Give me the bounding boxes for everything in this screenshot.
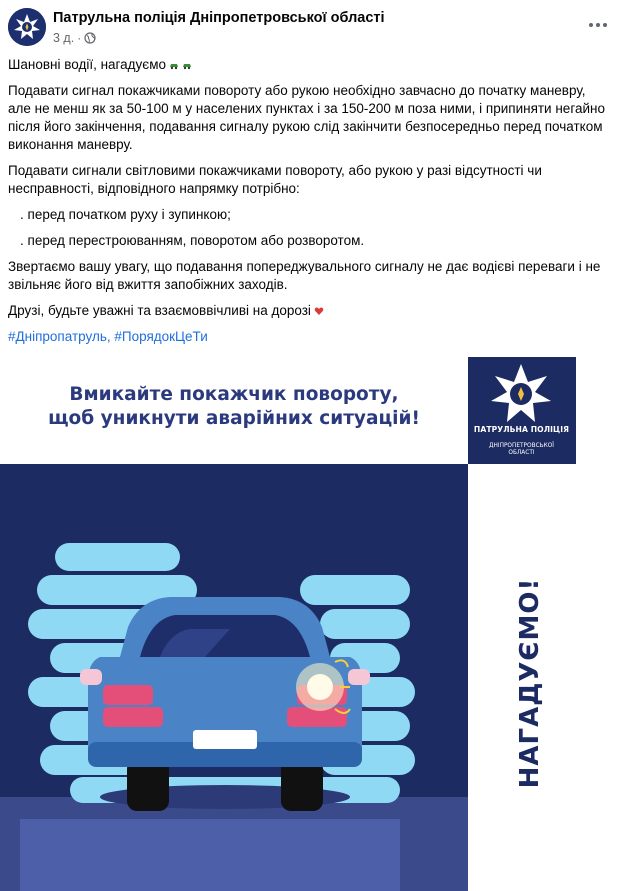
- page-avatar[interactable]: [8, 8, 46, 46]
- globe-icon: [84, 32, 96, 44]
- post-image[interactable]: [0, 357, 620, 891]
- post-text: [8, 56, 612, 354]
- list-item-2: . перед перестроюванням, поворотом або розворотом.: [20, 233, 365, 248]
- hashtag-dnipropatrul[interactable]: #Дніпропатруль: [8, 329, 107, 344]
- paragraph-2: Подавати сигнали світловими покажчиками повороту, або рукою у разі відсутності чи несправності, відповідного напрямку потрібно:: [8, 163, 542, 196]
- meta-separator: ·: [77, 31, 82, 45]
- paragraph-1: Подавати сигнал покажчиками повороту або рукою необхідно завчасно до початку маневру, але не менш як за 50-100 м у населених пунктах і за 150-200 м поза ними, і припиняти негайно після його закінчення, подавання сигналу рукою слід закінчити безпосередньо перед початком виконання маневру.: [8, 83, 605, 152]
- car-emoji-icon-2: [182, 60, 192, 70]
- logo-title: ПАТРУЛЬНА ПОЛІЦІЯ: [473, 425, 570, 434]
- hashtags: [8, 328, 612, 346]
- hashtag-separator: ,: [106, 329, 115, 344]
- police-star-icon: [8, 8, 46, 46]
- post-meta: [53, 31, 96, 45]
- list-item-1: . перед початком руху і зупинкою;: [20, 207, 231, 222]
- logo-subtitle: ДНІПРОПЕТРОВСЬКОЇ ОБЛАСТІ: [488, 443, 555, 456]
- hashtag-poryadoktseti[interactable]: #ПорядокЦеТи: [114, 329, 208, 344]
- greeting-paragraph: Шановні водії, нагадуємо: [8, 56, 612, 74]
- paragraph-4: Друзі, будьте уважні та взаємоввічливі на дорозі: [8, 302, 612, 320]
- reminder-vertical-text: НАГАДУЄМО!: [515, 577, 545, 789]
- car-emoji-icon: [169, 60, 179, 70]
- post-header: [0, 0, 620, 52]
- headline-line-2: щоб уникнути аварійних ситуацій!: [48, 408, 420, 429]
- headline-line-1: Вмикайте покажчик повороту,: [69, 384, 399, 405]
- graphic-headline: [0, 383, 468, 431]
- more-options-icon[interactable]: [584, 12, 612, 38]
- red-heart-emoji-icon: [314, 306, 324, 316]
- paragraph-3: Звертаємо вашу увагу, що подавання попереджувального сигналу не дає водієві переваги і не звільняє його від вжиття запобіжних заходів.: [8, 259, 601, 292]
- post-timestamp[interactable]: 3 д.: [53, 31, 75, 45]
- page-name-link[interactable]: Патрульна поліція Дніпропетровської області: [53, 10, 385, 26]
